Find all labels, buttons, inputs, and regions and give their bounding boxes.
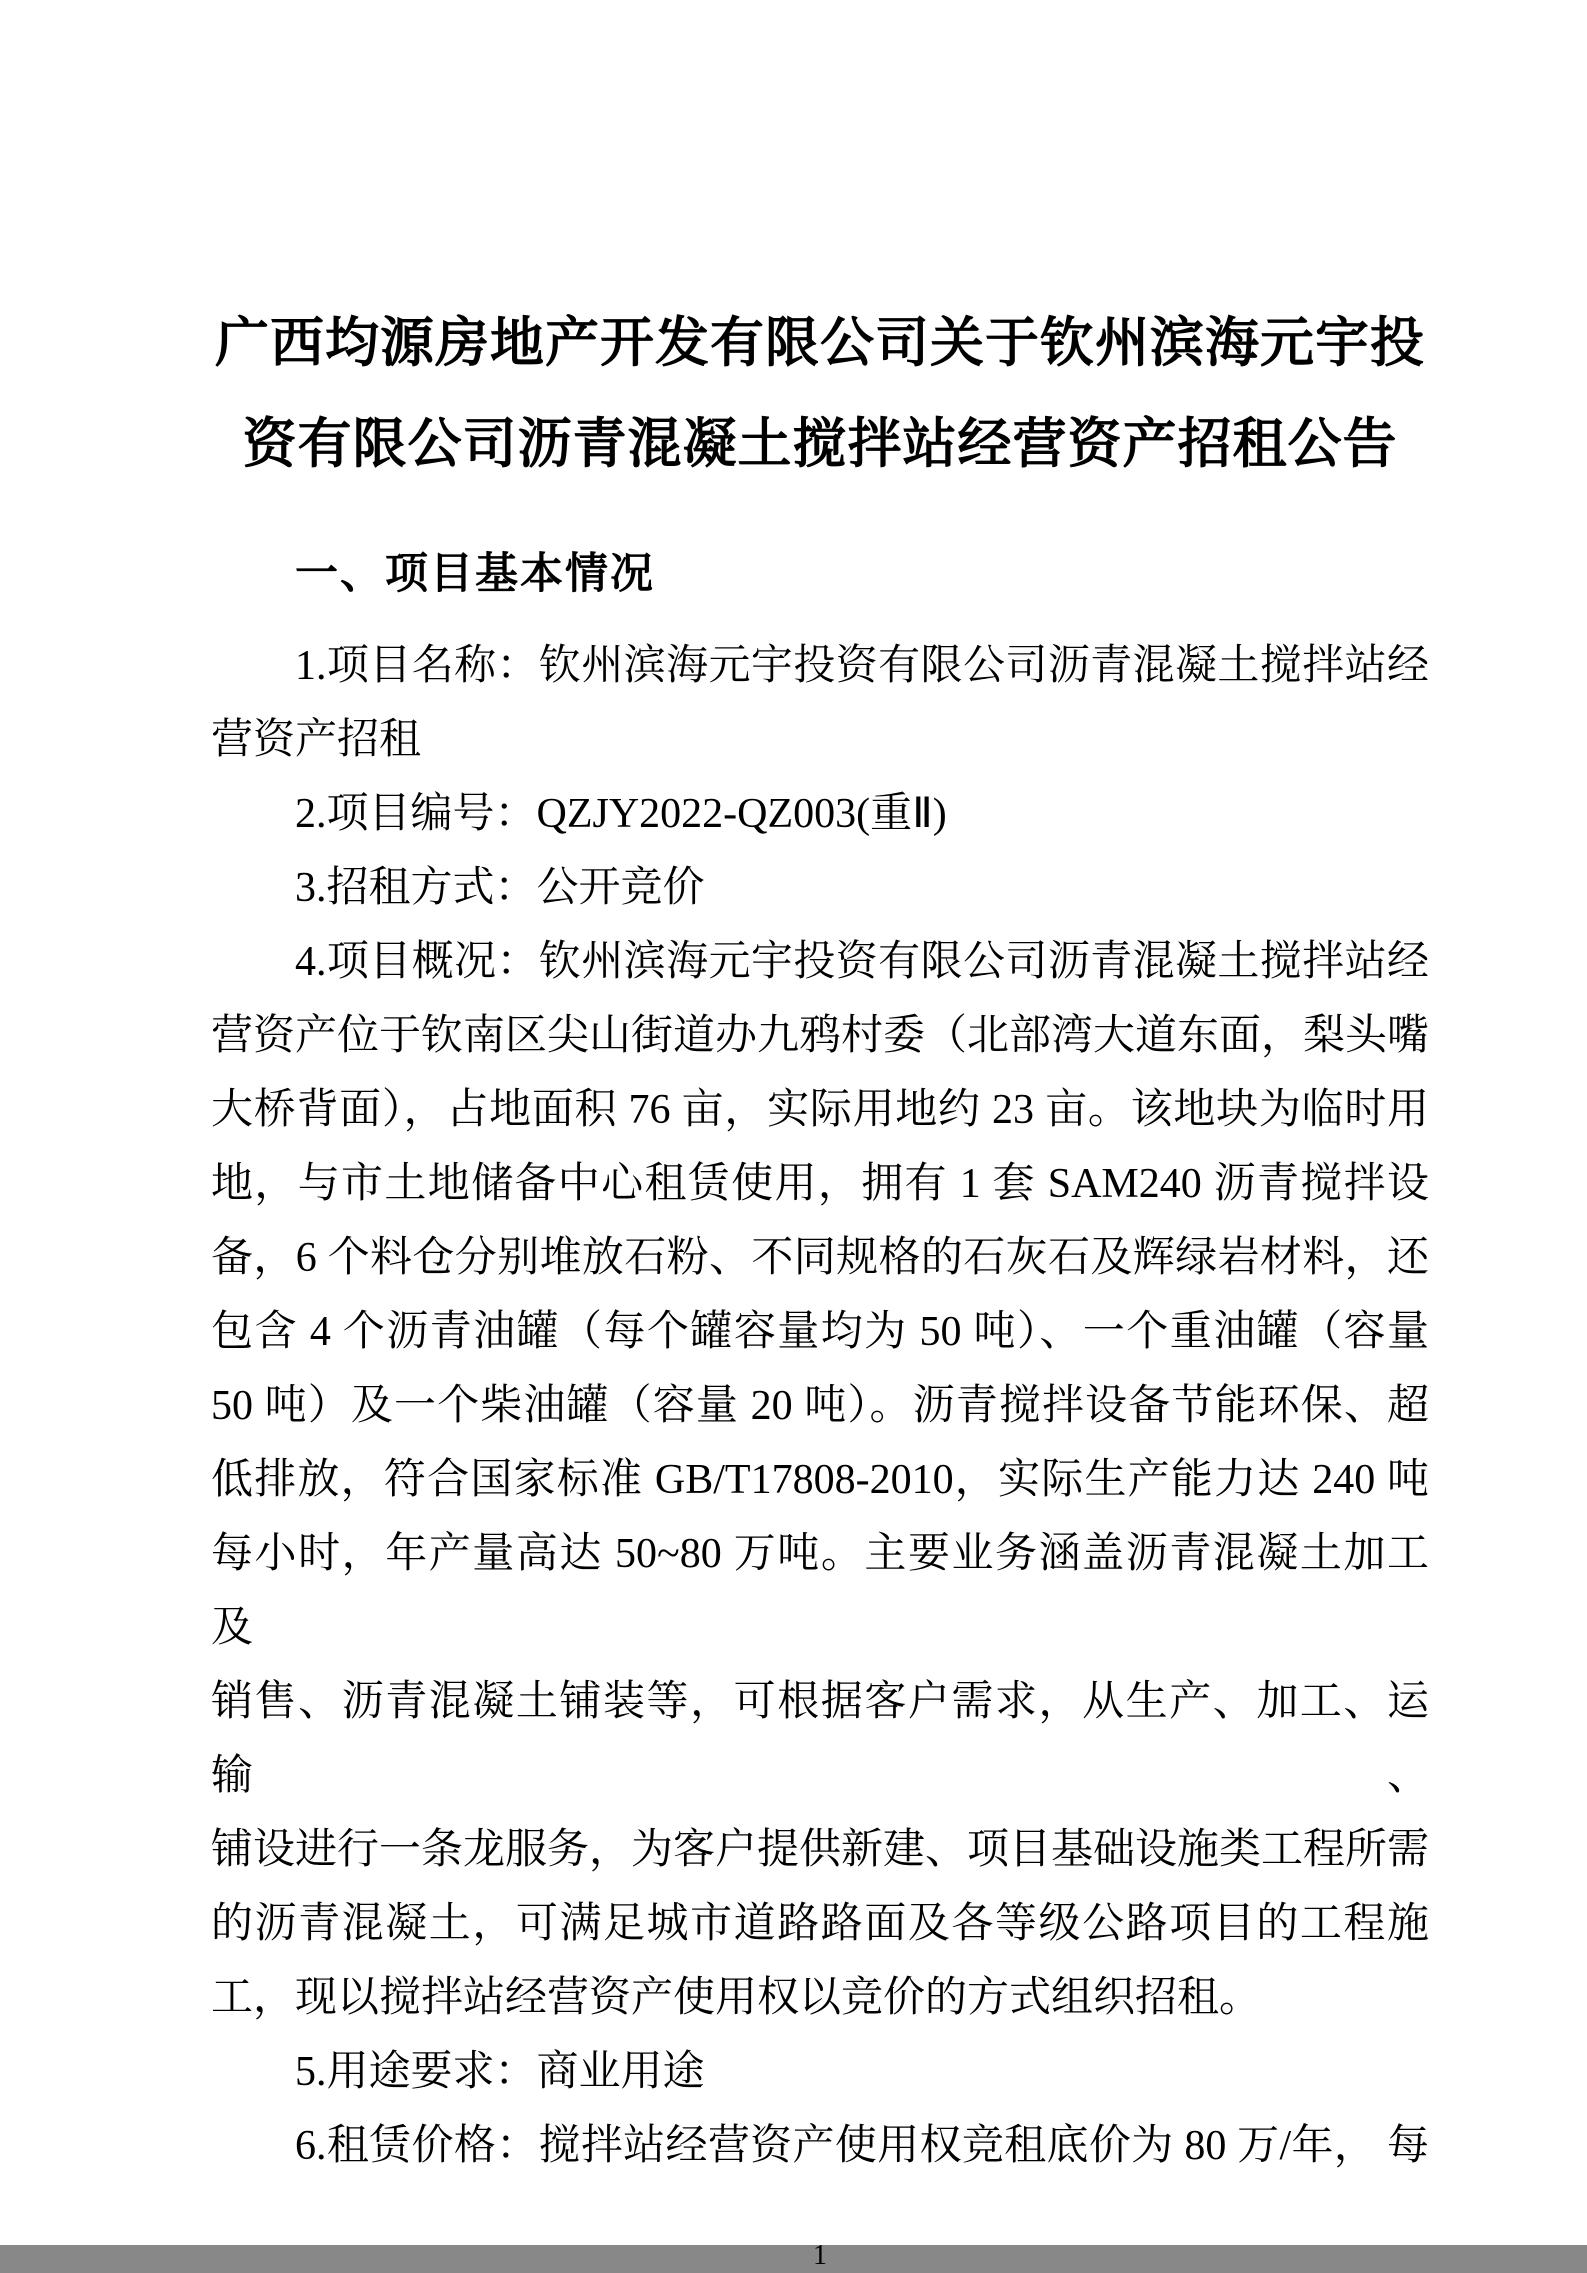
body-text-line: 低排放，符合国家标准 GB/T17808-2010，实际生产能力达 240 吨: [211, 1457, 1429, 1503]
body-text-line: 销售、沥青混凝土铺装等，可根据客户需求，从生产、加工、运输、: [211, 1679, 1429, 1799]
section-heading: 一、项目基本情况: [295, 550, 655, 598]
document-title: [211, 0, 1429, 495]
body-text-line: 工，现以搅拌站经营资产使用权以竞价的方式组织招租。: [211, 1975, 1262, 2021]
body-text-line: 6.租赁价格：搅拌站经营资产使用权竞租底价为 80 万/年， 每: [295, 2123, 1429, 2169]
body-text-line: 营资产位于钦南区尖山街道办九鸦村委（北部湾大道东面，梨头嘴: [211, 1013, 1430, 1059]
body-text-line: 每小时，年产量高达 50~80 万吨。主要业务涵盖沥青混凝土加工及: [211, 1531, 1429, 1651]
body-text-line: 大桥背面），占地面积 76 亩，实际用地约 23 亩。该地块为临时用: [211, 1087, 1429, 1133]
body-text-line: 备，6 个料仓分别堆放石粉、不同规格的石灰石及辉绿岩材料，还: [211, 1235, 1429, 1281]
document-title-line-1: 广西均源房地产开发有限公司关于钦州滨海元宇投: [215, 313, 1425, 373]
document-content: [211, 0, 1429, 2273]
body-text-line: 5.用途要求：商业用途: [295, 2049, 705, 2095]
body-text-line: 包含 4 个沥青油罐（每个罐容量均为 50 吨）、一个重油罐（容量: [211, 1309, 1429, 1355]
body-text-line: 2.项目编号：QZJY2022-QZ003(重Ⅱ): [295, 791, 947, 837]
body-text-line: 4.项目概况：钦州滨海元宇投资有限公司沥青混凝土搅拌站经: [295, 939, 1429, 985]
page-number: 1: [813, 2240, 827, 2271]
body-text-line: 1.项目名称：钦州滨海元宇投资有限公司沥青混凝土搅拌站经: [295, 643, 1429, 689]
body-text-line: 地，与市土地储备中心租赁使用，拥有 1 套 SAM240 沥青搅拌设: [211, 1161, 1429, 1207]
body-text-line: 铺设进行一条龙服务，为客户提供新建、项目基础设施类工程所需: [211, 1827, 1430, 1873]
body-text-line: 的沥青混凝土，可满足城市道路路面及各等级公路项目的工程施: [211, 1901, 1429, 1947]
document-body: [211, 629, 1429, 2183]
body-text-line: 3.招租方式：公开竞价: [295, 865, 705, 911]
body-text-line: 营资产招租: [211, 717, 422, 763]
body-text-line: 50 吨）及一个柴油罐（容量 20 吨）。沥青搅拌设备节能环保、超: [211, 1383, 1429, 1429]
document-title-line-2: 资有限公司沥青混凝土搅拌站经营资产招租公告: [242, 414, 1398, 474]
